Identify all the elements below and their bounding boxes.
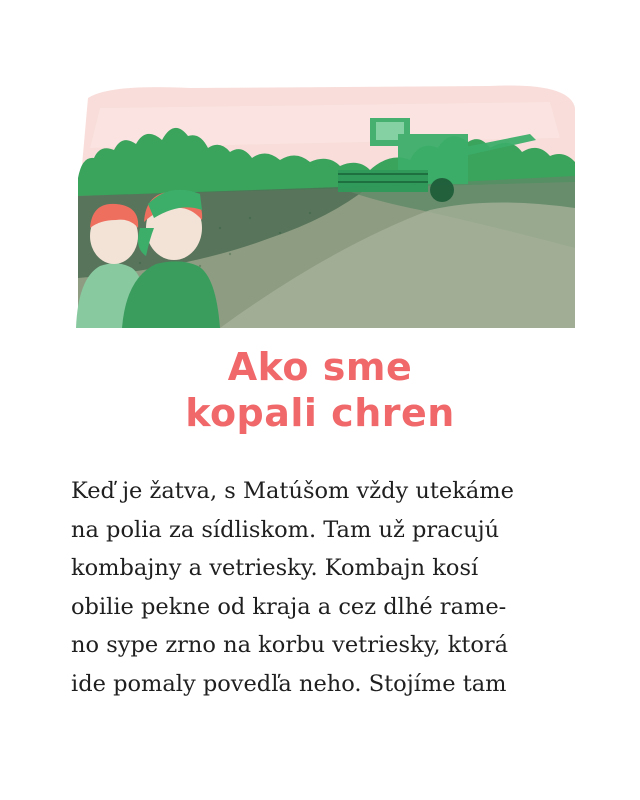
field-scene-image [70, 78, 580, 328]
harvest-field-illustration [70, 78, 580, 328]
text-line: kombajny a vetriesky. Kombajn kosí [71, 555, 479, 581]
story-title-line-2: kopali chren [185, 391, 455, 435]
text-line: obilie pekne od kraja a cez dlhé rame- [71, 593, 507, 620]
story-title-line-1: Ako sme [227, 345, 413, 389]
text-line: na polia za sídliskom. Tam už pracujú [71, 516, 500, 543]
text-line: ide pomaly povedľa neho. Stojíme tam [71, 670, 507, 697]
story-body-text [71, 472, 591, 703]
story-title [0, 344, 640, 436]
text-line: Keď je žatva, s Matúšom vždy utekáme [71, 478, 514, 504]
text-line: no sype zrno na korbu vetriesky, ktorá [71, 632, 509, 658]
